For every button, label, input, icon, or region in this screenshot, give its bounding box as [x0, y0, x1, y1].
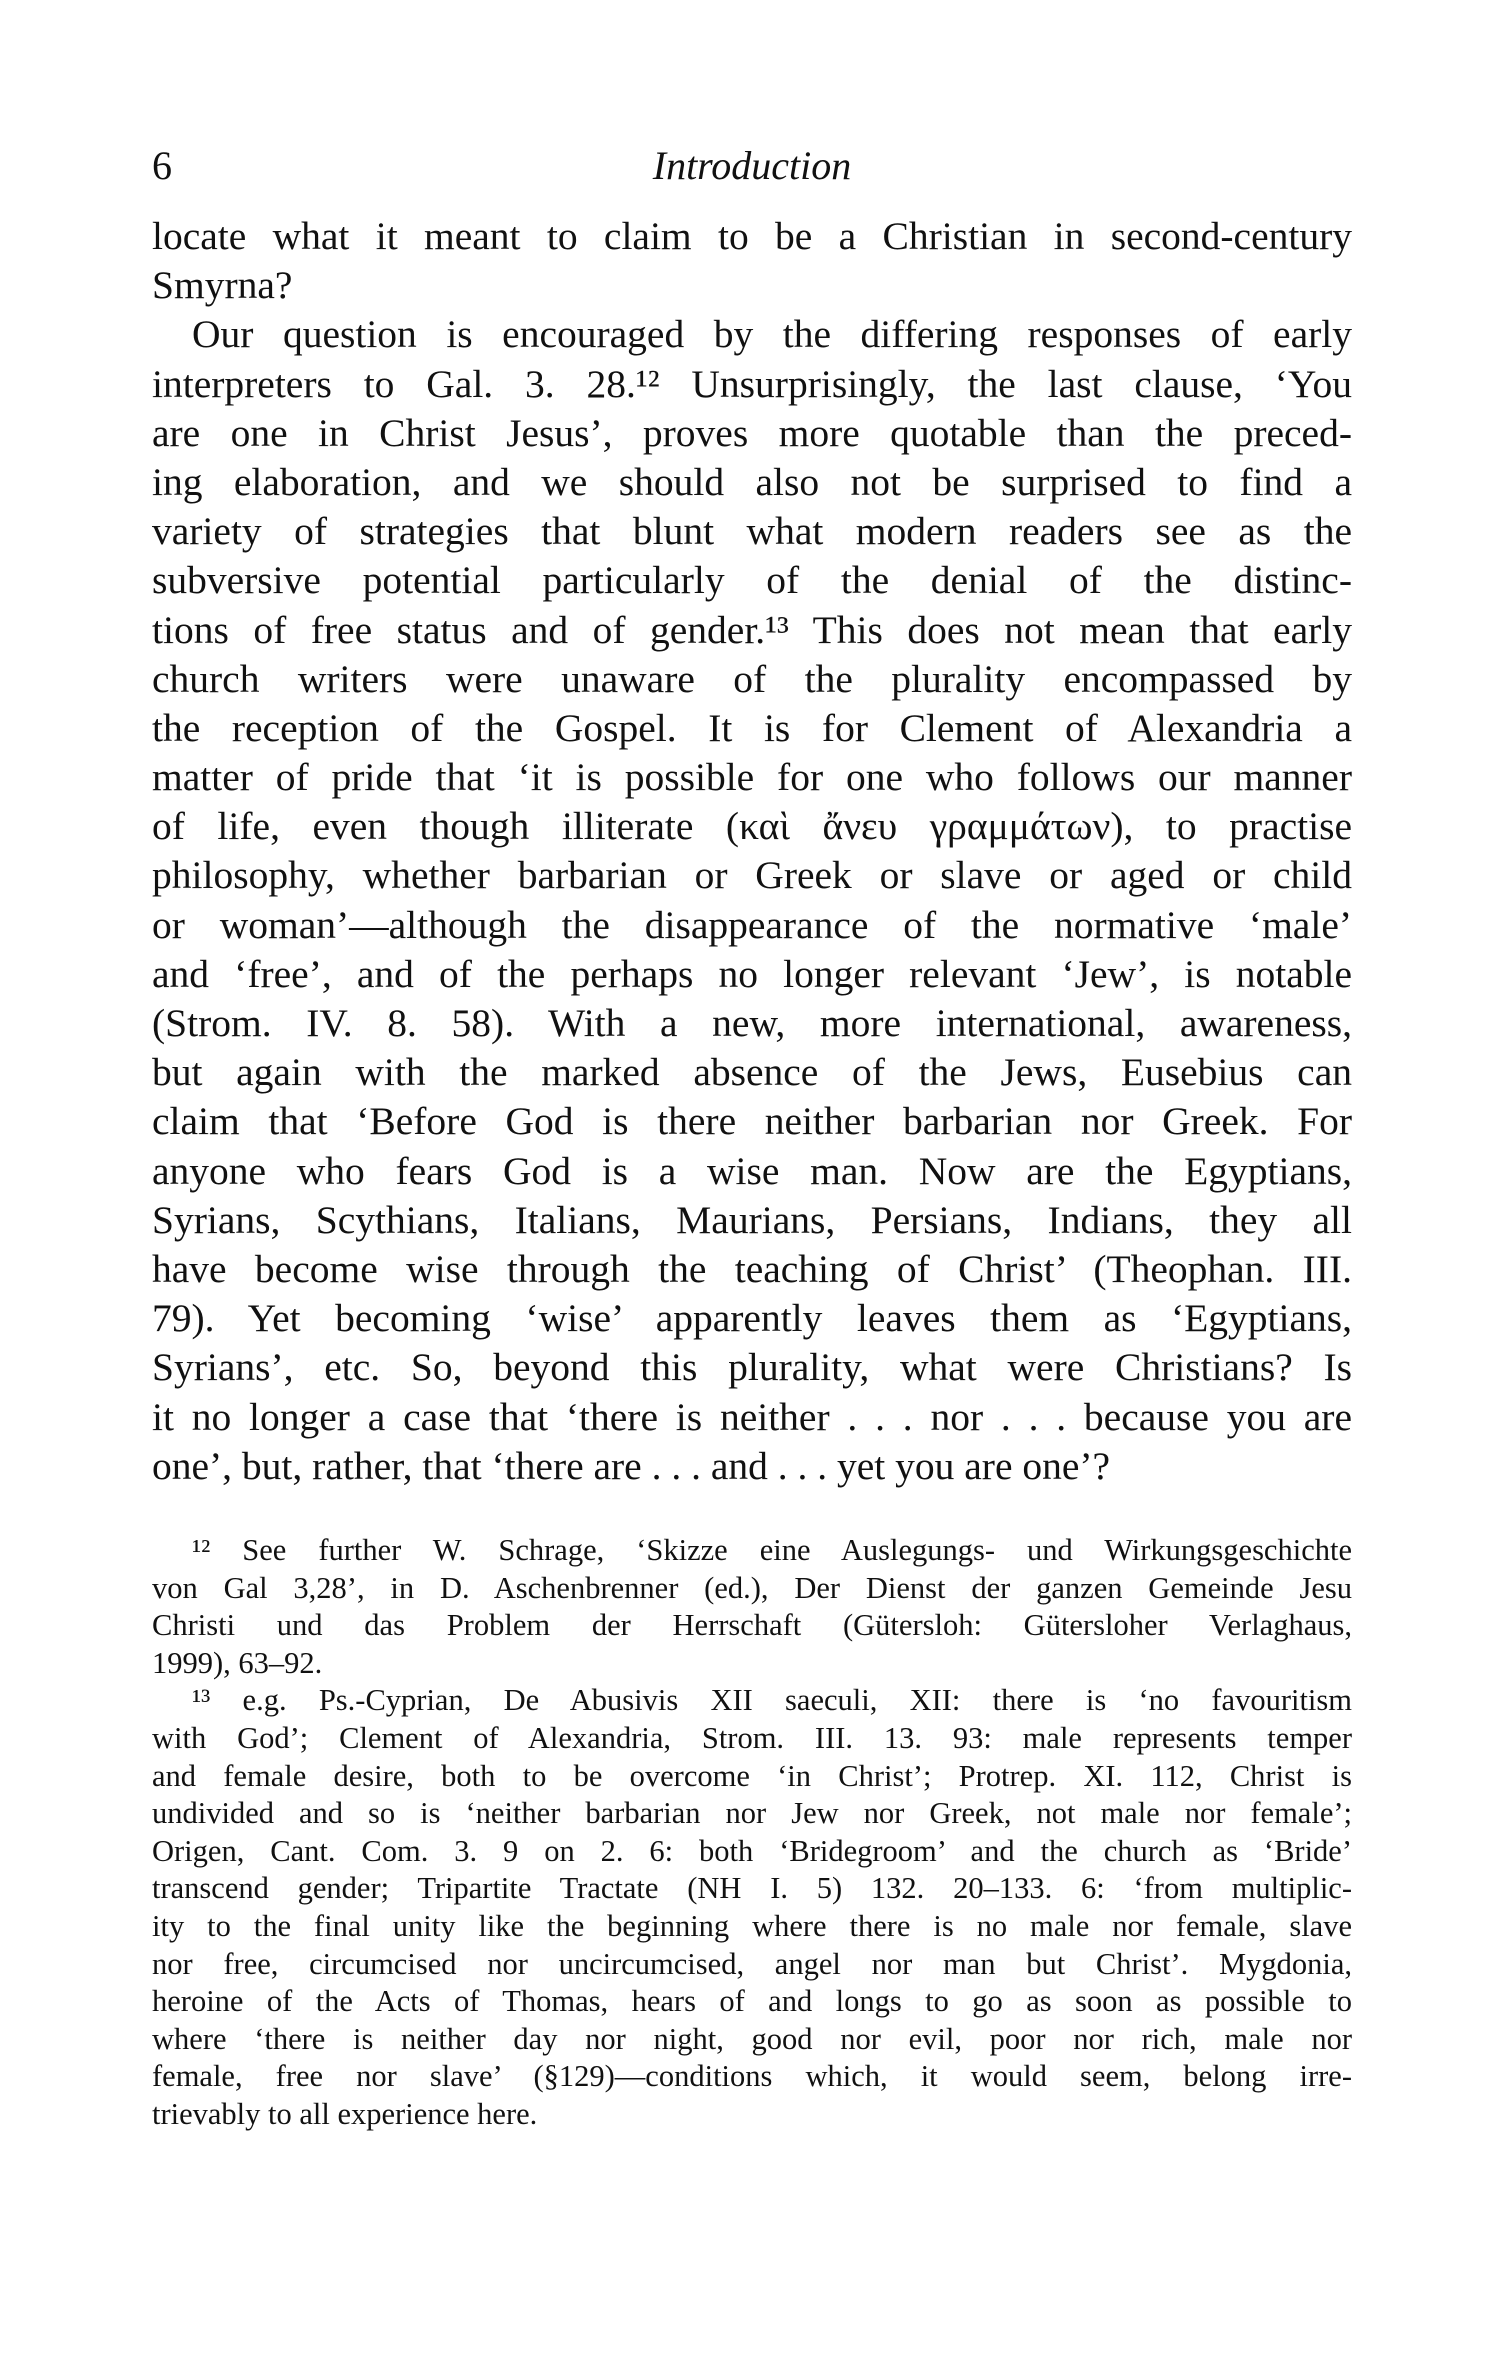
body-line: the reception of the Gospel. It is for Clement of Alexandria a [152, 705, 1352, 750]
footnote-line: ity to the final unity like the beginning where there is no male nor female, slave [152, 1908, 1352, 1943]
body-line: but again with the marked absence of the Jews, Eusebius can [152, 1050, 1352, 1095]
body-line: have become wise through the teaching of Christ’ (Theophan. III. [152, 1246, 1352, 1291]
body-line: Syrians, Scythians, Italians, Maurians, Persians, Indians, they all [152, 1197, 1352, 1242]
footnote-line: 1999), 63–92. [152, 1645, 323, 1680]
footnote-line: heroine of the Acts of Thomas, hears of and longs to go as soon as possible to [152, 1984, 1352, 2019]
footnote-line: where ‘there is neither day nor night, good nor evil, poor nor rich, male nor [152, 2021, 1352, 2056]
footnote-line: with God’; Clement of Alexandria, Strom. III. 13. 93: male represents temper [152, 1720, 1352, 1755]
footnote-line: ¹³ e.g. Ps.-Cyprian, De Abusivis XII saeculi, XII: there is ‘no favouritism [192, 1683, 1352, 1718]
body-line: matter of pride that ‘it is possible for one who follows our manner [152, 755, 1352, 800]
body-line: (Strom. IV. 8. 58). With a new, more international, awareness, [152, 1001, 1352, 1045]
footnote-line: trievably to all experience here. [152, 2096, 538, 2131]
body-line: Smyrna? [152, 263, 293, 308]
body-line: of life, even though illiterate (καὶ ἄνευ γραμμάτων), to practise [152, 804, 1352, 849]
body-line: anyone who fears God is a wise man. Now are the Egyptians, [152, 1148, 1352, 1193]
body-line: it no longer a case that ‘there is neither . . . nor . . . because you are [152, 1394, 1352, 1439]
body-line: locate what it meant to claim to be a Christian in second-century [152, 214, 1352, 258]
body-line: and ‘free’, and of the perhaps no longer relevant ‘Jew’, is notable [152, 951, 1352, 996]
page-number: 6 [152, 143, 172, 188]
body-line: ing elaboration, and we should also not be surprised to find a [152, 459, 1352, 504]
footnotes [152, 1532, 1352, 2134]
footnote-line: von Gal 3,28’, in D. Aschenbrenner (ed.), Der Dienst der ganzen Gemeinde Jesu [152, 1570, 1352, 1605]
body-line: subversive potential particularly of the denial of the distinc- [152, 558, 1352, 603]
footnote-line: female, free nor slave’ (§129)—conditions which, it would seem, belong irre- [152, 2059, 1352, 2094]
footnote-line: Origen, Cant. Com. 3. 9 on 2. 6: both ‘Bridegroom’ and the church as ‘Bride’ [152, 1833, 1352, 1868]
footnote-line: transcend gender; Tripartite Tractate (NH I. 5) 132. 20–133. 6: ‘from multiplic- [152, 1871, 1352, 1906]
main-text [152, 212, 1352, 1491]
footnote-line: Christi und das Problem der Herrschaft (Gütersloh: Gütersloher Verlaghaus, [152, 1608, 1352, 1643]
body-line: Our question is encouraged by the differing responses of early [192, 312, 1352, 357]
footnote-line: nor free, circumcised nor uncircumcised, angel nor man but Christ’. Mygdonia, [152, 1946, 1352, 1981]
body-line: interpreters to Gal. 3. 28.¹² Unsurprisingly, the last clause, ‘You [152, 361, 1352, 406]
body-line: variety of strategies that blunt what modern readers see as the [152, 509, 1352, 554]
footnote-line: and female desire, both to be overcome ‘in Christ’; Protrep. XI. 112, Christ is [152, 1758, 1352, 1793]
body-line: one’, but, rather, that ‘there are . . . and . . . yet you are one’? [152, 1443, 1111, 1488]
footnote-line: undivided and so is ‘neither barbarian nor Jew nor Greek, not male nor female’; [152, 1796, 1352, 1831]
body-line: or woman’—although the disappearance of the normative ‘male’ [152, 902, 1352, 947]
body-line: church writers were unaware of the plurality encompassed by [152, 656, 1352, 701]
page-header [152, 140, 1352, 200]
body-line: philosophy, whether barbarian or Greek or slave or aged or child [152, 853, 1352, 898]
body-line: claim that ‘Before God is there neither barbarian nor Greek. For [152, 1099, 1352, 1144]
body-line: Syrians’, etc. So, beyond this plurality, what were Christians? Is [152, 1345, 1352, 1390]
running-title: Introduction [652, 143, 852, 188]
body-line: tions of free status and of gender.¹³ This does not mean that early [152, 607, 1352, 652]
body-line: are one in Christ Jesus’, proves more quotable than the preced- [152, 410, 1352, 455]
body-line: 79). Yet becoming ‘wise’ apparently leaves them as ‘Egyptians, [152, 1296, 1352, 1341]
footnote-line: ¹² See further W. Schrage, ‘Skizze eine Auslegungs- und Wirkungsgeschichte [192, 1533, 1352, 1567]
